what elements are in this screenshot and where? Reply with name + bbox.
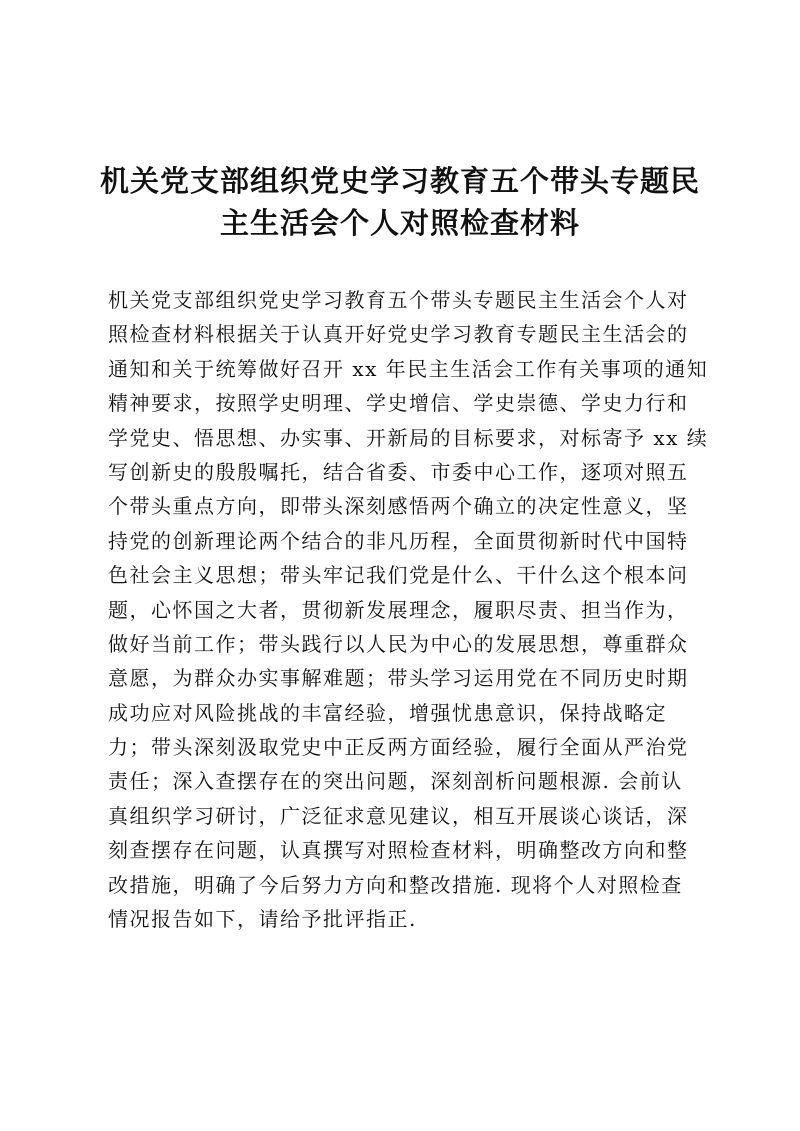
body-line: 成功应对风险挑战的丰富经验，增强忧患意识，保持战略定 [108, 700, 667, 725]
body-line: 个带头重点方向，即带头深刻感悟两个确立的决定性意义，坚 [108, 494, 689, 519]
body-line: 照检查材料根据关于认真开好党史学习教育专题民主生活会的 [108, 322, 689, 347]
document-title [90, 160, 710, 244]
body-line: 真组织学习研讨，广泛征求意见建议，相互开展谈心谈话，深 [108, 803, 689, 828]
body-line: 通知和关于统筹做好召开 xx 年民主生活会工作有关事项的通知 [108, 356, 709, 381]
body-line: 持党的创新理论两个结合的非凡历程，全面贯彻新时代中国特 [108, 528, 689, 553]
body-line: 色社会主义思想；带头牢记我们党是什么、干什么这个根本问 [108, 563, 689, 588]
body-paragraph [108, 283, 708, 936]
body-line: 学党史、悟思想、办实事、开新局的目标要求，对标寄予 xx 续 [108, 425, 709, 450]
title-line-2: 主生活会个人对照检查材料 [219, 206, 580, 240]
body-line: 精神要求，按照学史明理、学史增信、学史崇德、学史力行和 [108, 391, 689, 416]
body-line: 做好当前工作；带头践行以人民为中心的发展思想，尊重群众 [108, 631, 689, 656]
body-line: 题，心怀国之大者，贯彻新发展理念，履职尽责、担当作为， [108, 597, 689, 622]
body-line: 意愿，为群众办实事解难题；带头学习运用党在不同历史时期 [108, 666, 689, 691]
body-line: 责任；深入查摆存在的突出问题，深刻剖析问题根源. 会前认 [108, 769, 683, 794]
body-line: 刻查摆存在问题，认真撰写对照检查材料，明确整改方向和整 [108, 838, 689, 863]
body-line: 写创新史的殷殷嘱托，结合省委、市委中心工作，逐项对照五 [108, 459, 689, 484]
body-line: 机关党支部组织党史学习教育五个带头专题民主生活会个人对 [108, 288, 689, 312]
body-line: 改措施，明确了今后努力方向和整改措施. 现将个人对照检查 [108, 872, 683, 897]
body-line: 力；带头深刻汲取党史中正反两方面经验，履行全面从严治党 [108, 735, 689, 760]
title-line-1: 机关党支部组织党史学习教育五个带头专题民 [99, 164, 700, 198]
body-line: 情况报告如下，请给予批评指正. [108, 907, 417, 932]
